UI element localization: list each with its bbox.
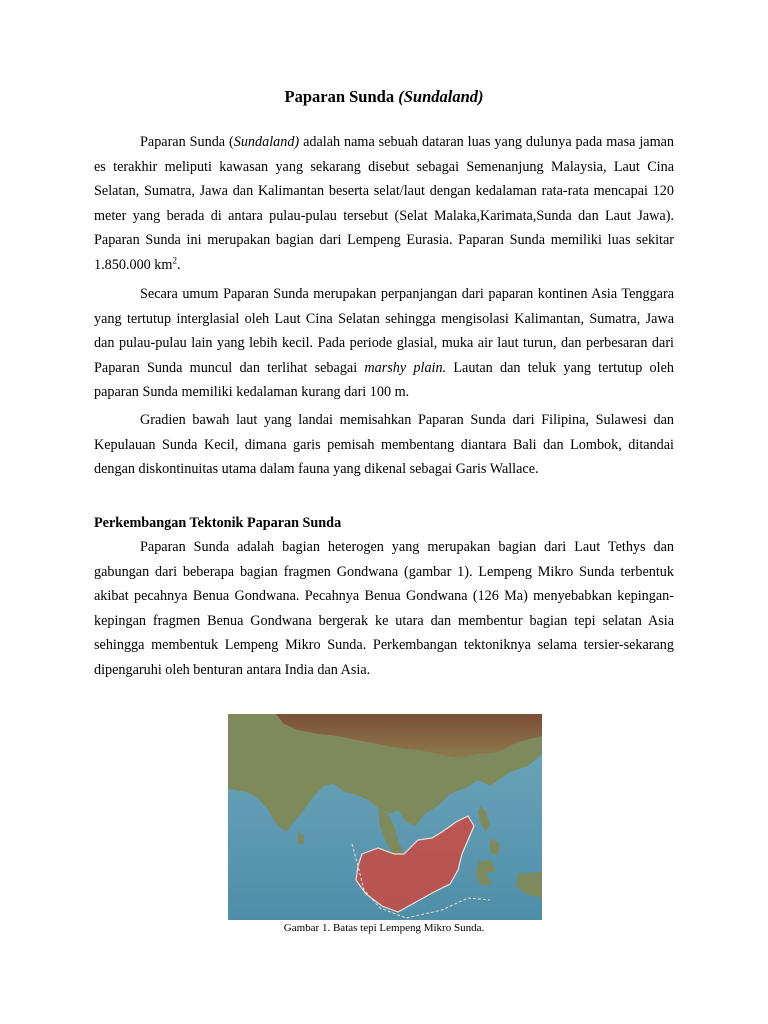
figure-caption: Gambar 1. Batas tepi Lempeng Mikro Sunda.	[283, 922, 485, 934]
p2-italic: marshy plain.	[364, 359, 447, 376]
paragraph-tectonic: Paparan Sunda adalah bagian heterogen yang merupakan bagian dari Laut Tethys dan gabungan dari beberapa bagian fragmen Gondwana (gambar 1). Lempeng Mikro Sunda terbentuk akibat pecahnya Benua Gondwana. Pecahnya Benua Gondwana (126 Ma) menyebabkan kepingan-kepingan fragmen Benua Gondwana bergerak ke utara dan membentur bagian tepi selatan Asia sehingga membentuk Lempeng Mikro Sunda. Perkembangan tektoniknya selama tersier-sekarang dipengaruhi oleh benturan antara India dan Asia.	[94, 539, 674, 678]
p2-text-a: Secara umum Paparan Sunda merupakan perpanjangan dari paparan kontinen Asia Tenggara yang tertutup interglasial oleh Laut Cina Selatan sehingga mengisolasi Kalimantan, Sumatra, Jawa dan pulau-pulau lain yang lebih kecil. Pada periode glasial, muka air laut turun, dan perbesaran dari Paparan Sunda muncul dan terlihat sebagai	[94, 286, 674, 376]
p2-text-b: Lautan dan teluk yang tertutup oleh paparan Sunda memiliki kedalaman kurang dari 100 m.	[94, 359, 674, 401]
title-main: Paparan Sunda	[284, 87, 395, 106]
p1-text-b: adalah nama sebuah dataran luas yang dulunya pada masa jaman es terakhir meliputi kawasan yang sekarang disebut sebagai Semenanjung Malaysia, Laut Cina Selatan, Sumatra, Jawa dan Kalimantan beserta selat/laut dengan kedalaman rata-rata mencapai 120 meter yang berada di antara pulau-pulau tersebut (Selat Malaka,Karimata,Sunda dan Laut Jawa). Paparan Sunda ini merupakan bagian dari Lempeng Eurasia. Paparan Sunda memiliki luas sekitar 1.850.000 km	[94, 134, 674, 273]
page-title	[94, 86, 674, 108]
sunda-microplate-map	[228, 714, 542, 920]
figure-map	[228, 714, 542, 920]
paragraph-general	[94, 282, 674, 405]
p1-italic: Sundaland)	[233, 134, 300, 150]
title-italic: (Sundaland)	[398, 87, 484, 106]
paragraph-intro	[94, 130, 674, 278]
p1-end: .	[176, 256, 181, 273]
p1-text-a: Paparan Sunda (	[140, 134, 234, 150]
paragraph-gradient: Gradien bawah laut yang landai memisahkan Paparan Sunda dari Filipina, Sulawesi dan Kepulauan Sunda Kecil, dimana garis pemisah membentang diantara Bali dan Lombok, ditandai dengan diskontinuitas utama dalam fauna yang dikenal sebagai Garis Wallace.	[94, 412, 674, 478]
p1-superscript: 2	[172, 255, 177, 266]
section-heading: Perkembangan Tektonik Paparan Sunda	[94, 515, 342, 531]
